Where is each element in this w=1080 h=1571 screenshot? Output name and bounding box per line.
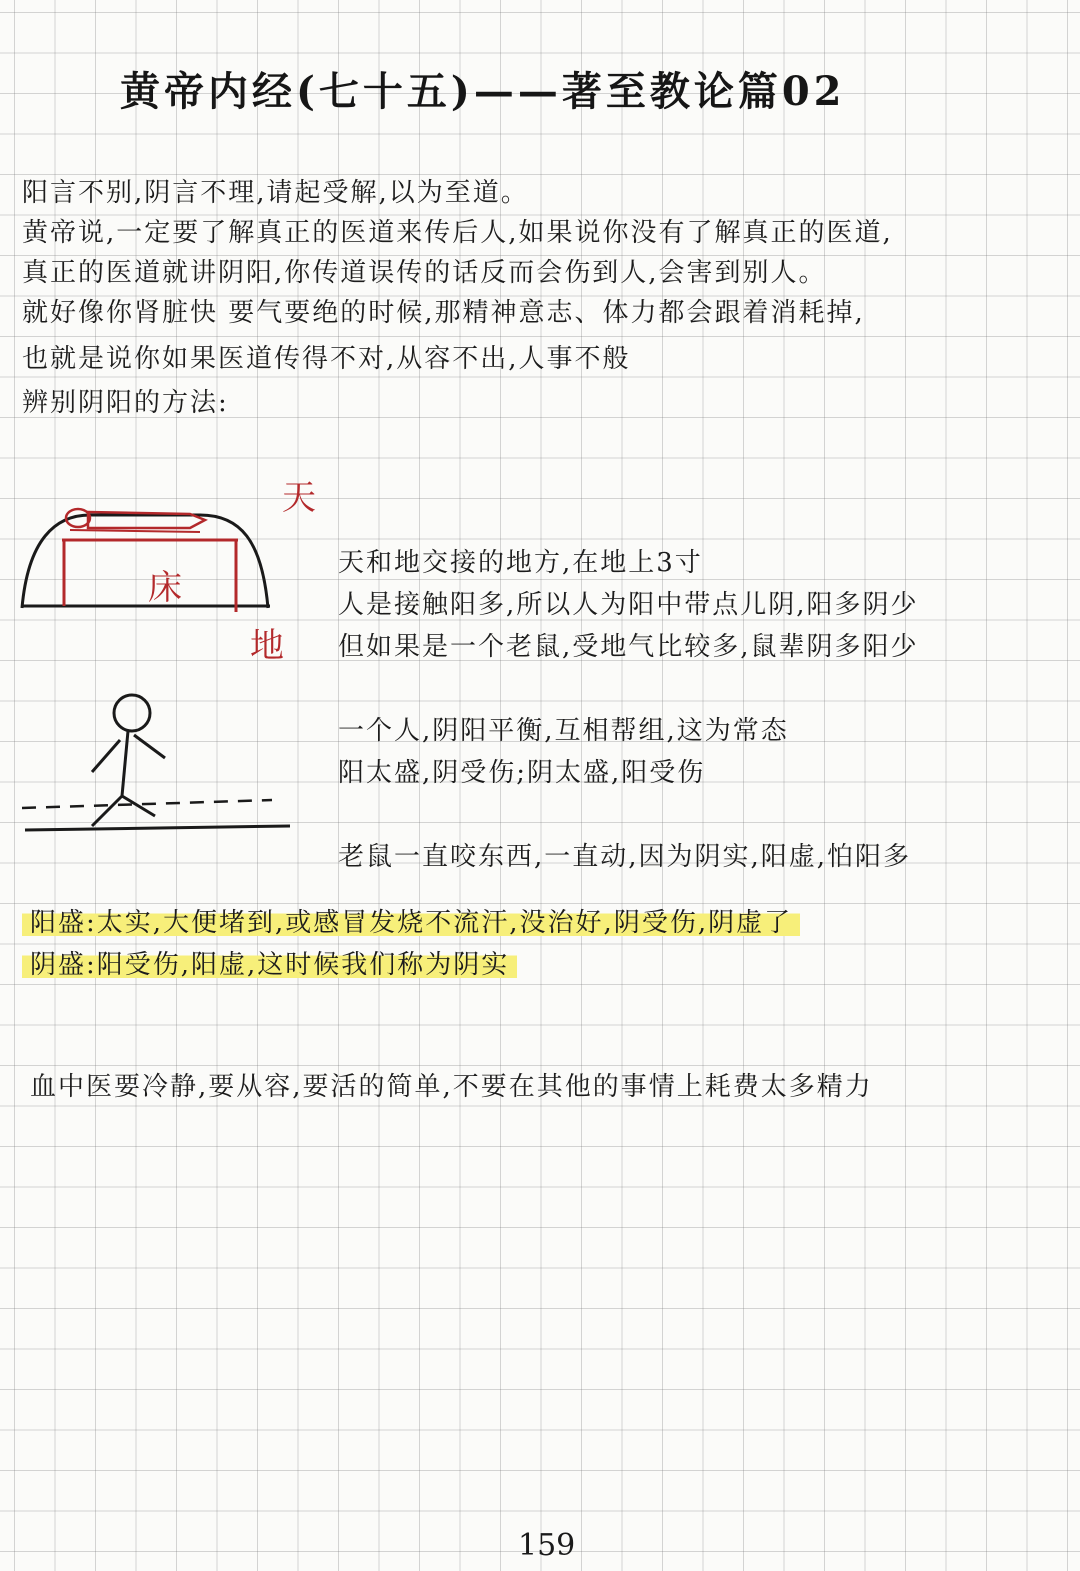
figure-torso [122, 731, 128, 796]
note-line: 老鼠一直咬东西,一直动,因为阴实,阳虚,怕阳多 [338, 842, 912, 872]
highlighted-text: 阳盛:太实,大便堵到,或感冒发烧不流汗,没治好,阴受伤,阴虚了 [22, 908, 800, 938]
page-number: 159 [518, 1528, 576, 1563]
highlighted-text: 阴盛:阳受伤,阳虚,这时候我们称为阴实 [22, 950, 517, 980]
dashed-boundary-line [22, 800, 272, 808]
figure-arm-left [92, 740, 120, 772]
highlighted-line [22, 902, 800, 939]
note-line: 天和地交接的地方,在地上3寸 [338, 548, 703, 578]
ground-label: 地 [250, 626, 284, 666]
page-title: 黄帝内经(七十五)——著至教论篇02 [120, 68, 846, 115]
intro-line: 真正的医道就讲阴阳,你传道误传的话反而会伤到人,会害到别人。 [22, 258, 827, 288]
figure-head [114, 695, 150, 731]
note-line: 阳太盛,阴受伤;阴太盛,阳受伤 [338, 758, 706, 788]
bed-diagram [0, 0, 330, 860]
intro-line: 黄帝说,一定要了解真正的医道来传后人,如果说你没有了解真正的医道, [22, 218, 893, 248]
intro-line: 辨别阴阳的方法: [22, 388, 229, 418]
figure-leg-left [92, 796, 122, 826]
intro-line: 阳言不别,阴言不理,请起受解,以为至道。 [22, 178, 529, 208]
figure-arm-right [134, 735, 165, 758]
intro-line: 也就是说你如果医道传得不对,从容不出,人事不般 [22, 344, 631, 374]
highlighted-line [22, 944, 517, 981]
note-line: 但如果是一个老鼠,受地气比较多,鼠辈阴多阳少 [338, 632, 919, 662]
bed-label: 床 [148, 568, 182, 608]
sky-label: 天 [282, 478, 316, 518]
note-line: 一个人,阴阳平衡,互相帮组,这为常态 [338, 716, 789, 746]
figure-leg-right [122, 796, 155, 816]
intro-line: 就好像你肾脏快 要气要绝的时候,那精神意志、体力都会跟着消耗掉, [22, 298, 865, 328]
walking-ground-line [25, 826, 290, 830]
closing-line: 血中医要冷静,要从容,要活的简单,不要在其他的事情上耗费太多精力 [30, 1072, 873, 1102]
mattress-line [70, 530, 200, 532]
note-line: 人是接触阳多,所以人为阳中带点儿阴,阳多阴少 [338, 590, 919, 620]
